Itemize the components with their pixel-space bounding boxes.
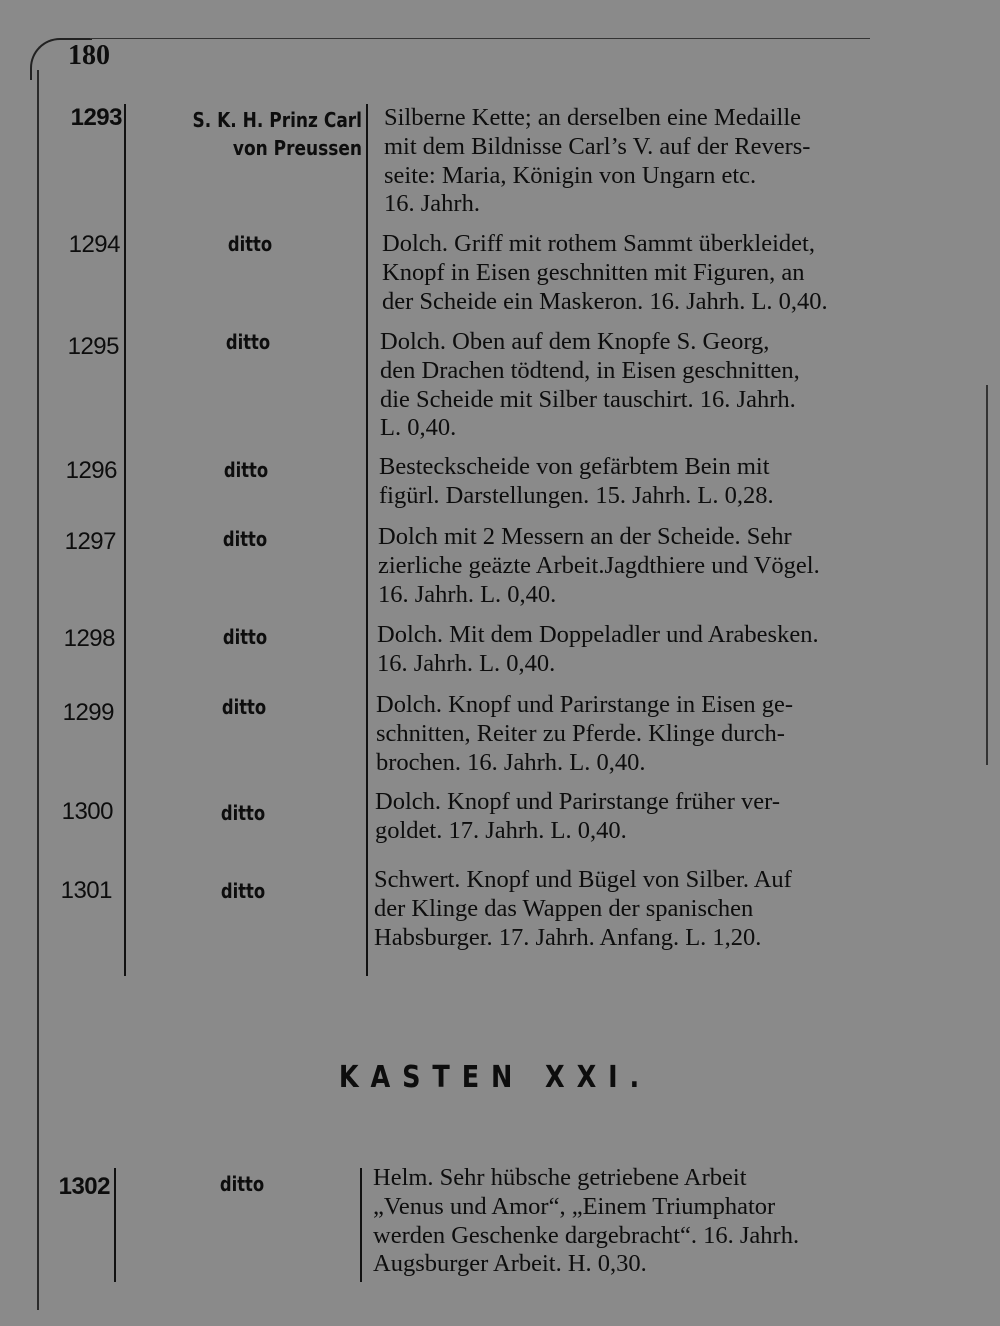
description-line: 16. Jahrh. L. 0,40. [377, 649, 556, 677]
description-line: figürl. Darstellungen. 15. Jahrh. L. 0,28. [379, 481, 774, 509]
description-line: Besteckscheide von gefärbtem Bein mit [379, 453, 770, 480]
entry-number: 1297 [64, 528, 116, 555]
owner-ditto: ditto [220, 801, 266, 825]
description-line: 16. Jahrh. [384, 190, 480, 218]
column-divider-number [124, 104, 126, 976]
description-line: mit dem Bildnisse Carl’s V. auf der Revers- [384, 132, 811, 160]
entry-number: 1302 [58, 1173, 110, 1200]
owner-ditto: ditto [223, 458, 269, 482]
description-line: Dolch. Mit dem Doppeladler und Arabesken. [377, 621, 819, 648]
description-line: 16. Jahrh. L. 0,40. [378, 580, 557, 608]
entry-description [379, 453, 919, 511]
description-line: Knopf in Eisen geschnitten mit Figuren, an [382, 258, 805, 286]
column-divider-owner [366, 104, 368, 976]
description-line: Habsburger. 17. Jahrh. Anfang. L. 1,20. [374, 923, 762, 951]
top-border-rule [90, 38, 870, 39]
owner-ditto: ditto [219, 1172, 265, 1196]
entry-number: 1295 [67, 333, 119, 360]
owner-ditto: ditto [225, 330, 271, 354]
owner-ditto: ditto [220, 879, 266, 903]
description-line: Silberne Kette; an derselben eine Medaille [384, 104, 802, 131]
description-line: Dolch mit 2 Messern an der Scheide. Sehr [378, 523, 792, 550]
entry-description [375, 788, 915, 846]
owner-line: von Preussen [232, 136, 362, 160]
description-line: werden Geschenke dargebracht“. 16. Jahrh. [373, 1221, 800, 1249]
entry-description [376, 691, 916, 777]
entry-number: 1299 [62, 699, 114, 726]
description-line: der Klinge das Wappen der spanischen [374, 894, 754, 922]
entry-number: 1298 [63, 625, 115, 652]
entry-number: 1294 [68, 231, 120, 258]
description-line: Helm. Sehr hübsche getriebene Arbeit [373, 1164, 747, 1191]
owner-ditto: ditto [222, 527, 268, 551]
entry-description [380, 328, 920, 443]
entry-description [382, 230, 922, 316]
description-line: zierliche geäzte Arbeit.Jagdthiere und Vögel. [378, 551, 820, 579]
description-line: Schwert. Knopf und Bügel von Silber. Auf [374, 866, 792, 893]
entry-description [373, 1164, 913, 1279]
description-line: der Scheide ein Maskeron. 16. Jahrh. L. 0,40. [382, 287, 828, 315]
description-line: „Venus und Amor“, „Einem Triumphator [373, 1192, 776, 1220]
right-margin-mark [986, 385, 988, 765]
entry-number: 1301 [60, 877, 112, 904]
entry-number: 1300 [61, 798, 113, 825]
owner-name [167, 106, 363, 162]
owner-ditto: ditto [227, 232, 273, 256]
column-divider-number-lower [114, 1168, 116, 1282]
owner-ditto: ditto [222, 625, 268, 649]
description-line: goldet. 17. Jahrh. L. 0,40. [375, 816, 627, 844]
entry-description [378, 523, 918, 609]
description-line: seite: Maria, Königin von Ungarn etc. [384, 161, 757, 189]
entry-number: 1293 [70, 104, 122, 131]
entry-description [384, 104, 924, 219]
description-line: Dolch. Knopf und Parirstange in Eisen ge- [376, 691, 794, 718]
owner-ditto: ditto [221, 695, 267, 719]
column-divider-owner-lower [360, 1168, 362, 1282]
section-heading: KASTEN XXI. [338, 1060, 652, 1095]
description-line: den Drachen tödtend, in Eisen geschnitten, [380, 356, 800, 384]
description-line: schnitten, Reiter zu Pferde. Klinge durch- [376, 719, 785, 747]
description-line: Dolch. Knopf und Parirstange früher ver- [375, 788, 780, 815]
description-line: brochen. 16. Jahrh. L. 0,40. [376, 748, 646, 776]
description-line: Augsburger Arbeit. H. 0,30. [373, 1250, 647, 1278]
entry-description [374, 866, 914, 952]
entry-description [377, 621, 917, 679]
entry-number: 1296 [65, 457, 117, 484]
description-line: Dolch. Oben auf dem Knopfe S. Georg, [380, 328, 770, 355]
description-line: L. 0,40. [380, 414, 457, 442]
owner-line: S. K. H. Prinz Carl [192, 108, 362, 132]
page-number: 180 [68, 40, 110, 71]
description-line: die Scheide mit Silber tauschirt. 16. Jahrh. [380, 385, 796, 413]
description-line: Dolch. Griff mit rothem Sammt überkleidet, [382, 230, 815, 257]
